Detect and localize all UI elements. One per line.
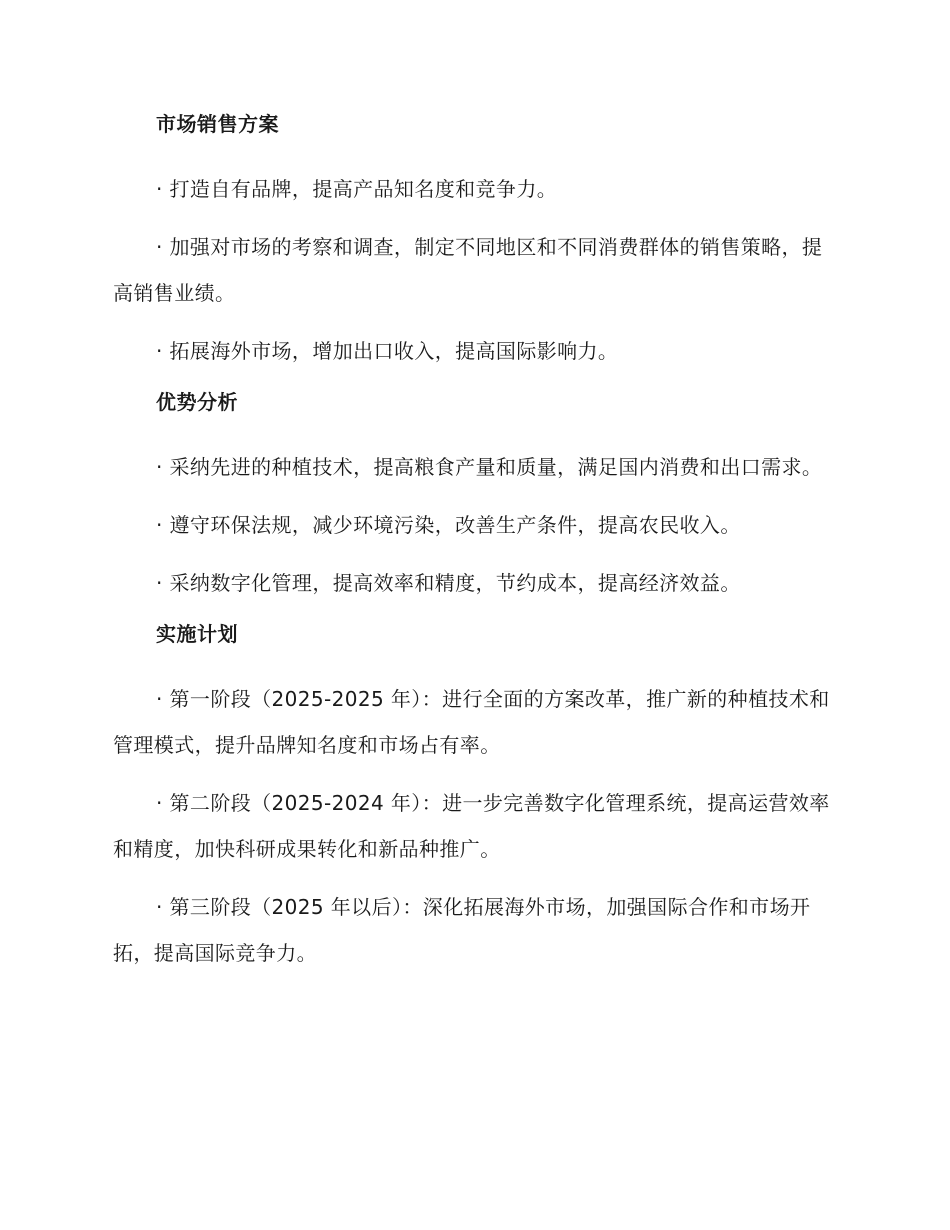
section-heading-marketing: 市场销售方案 (156, 112, 279, 136)
paragraph: · 第二阶段（2025-2024 年）：进一步完善数字化管理系统，提高运营效率和精度，加快科研成果转化和新品种推广。 (113, 791, 830, 861)
paragraph: · 采纳数字化管理，提高效率和精度，节约成本，提高经济效益。 (156, 571, 741, 595)
paragraph: · 拓展海外市场，增加出口收入，提高国际影响力。 (156, 339, 619, 363)
paragraph: · 第三阶段（2025 年以后）：深化拓展海外市场，加强国际合作和市场开拓，提高国际竞争力。 (113, 895, 811, 965)
section-heading-advantages: 优势分析 (156, 390, 238, 414)
paragraph: · 第一阶段（2025-2025 年）：进行全面的方案改革，推广新的种植技术和管理模式，提升品牌知名度和市场占有率。 (113, 687, 830, 757)
section-heading-implementation: 实施计划 (156, 622, 238, 646)
paragraph: · 打造自有品牌，提高产品知名度和竞争力。 (156, 177, 558, 201)
document-body (113, 108, 833, 988)
paragraph: · 采纳先进的种植技术，提高粮食产量和质量，满足国内消费和出口需求。 (156, 455, 823, 479)
paragraph: · 遵守环保法规，减少环境污染，改善生产条件，提高农民收入。 (156, 513, 741, 537)
paragraph: · 加强对市场的考察和调查，制定不同地区和不同消费群体的销售策略，提高销售业绩。 (113, 235, 823, 305)
